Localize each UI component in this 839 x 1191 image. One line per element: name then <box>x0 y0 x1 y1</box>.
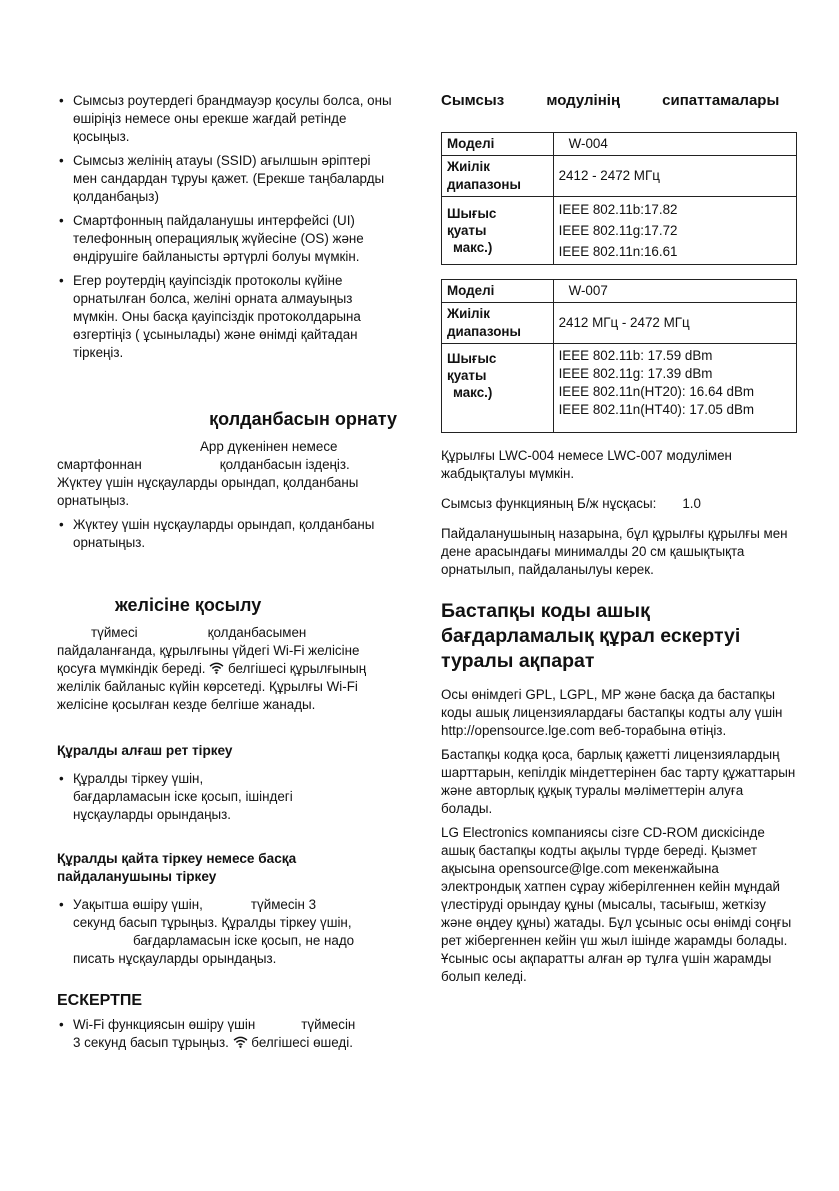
table-row <box>442 303 797 344</box>
model-label: Моделі <box>442 280 554 303</box>
power-label <box>442 344 554 433</box>
register-again-l1 <box>73 896 397 914</box>
register-first-l1: • Құралды тіркеу үшін, <box>73 771 204 786</box>
register-first-heading: Құралды алғаш рет тіркеу <box>57 743 233 758</box>
firmware-version <box>441 495 797 513</box>
oss-heading-l1: Бастапқы коды ашық <box>441 600 650 622</box>
table-row <box>442 197 797 265</box>
register-first-list <box>57 770 397 824</box>
note-heading: ЕСКЕРТПЕ <box>57 992 143 1009</box>
left-column <box>57 92 397 1058</box>
install-line-2 <box>57 456 397 474</box>
register-first-l2: бағдарламасын іске қосып, ішіндегі <box>73 789 293 804</box>
note-list <box>57 1016 397 1052</box>
model-value-text: W-007 <box>568 283 608 298</box>
freq-value: 2412 - 2472 МГц <box>553 156 796 197</box>
freq-value: 2412 МГц - 2472 МГц <box>553 303 796 344</box>
oss-paragraph-2: Бастапқы кодқа қоса, барлық қажетті лицензиялардың шарттарын, кепілдік міндеттерінен бас тарту құжаттарын және авторлық құқық туралы мәліметтерін алуға болады. <box>441 747 796 816</box>
register-again-heading-l1: Құралды қайта тіркеу немесе басқа <box>57 851 297 866</box>
firmware-value: 1.0 <box>682 496 701 511</box>
model-value <box>553 133 796 156</box>
list-item: • Жүктеу үшін нұсқауларды орындап, қолданбаны орнатыңыз. <box>57 516 397 552</box>
register-again-l3: бағдарламасын іске қосып, не надо <box>133 933 355 948</box>
power-label-l3: макс.) <box>453 240 493 255</box>
connect-line-1 <box>57 624 397 642</box>
register-again-heading <box>57 850 397 886</box>
power-value: IEEE 802.11n(HT20): 16.64 dBm <box>558 384 755 399</box>
register-again-l1b: түймесін 3 <box>250 897 317 912</box>
freq-label-l2: диапазоны <box>447 324 521 339</box>
freq-label-l1: Жиілік <box>447 159 490 174</box>
wifi-icon <box>209 662 224 674</box>
register-again-l4: писать нұсқауларды орындаңыз. <box>73 951 277 966</box>
table-row <box>442 133 797 156</box>
note-l1a: Wi-Fi функциясын өшіру үшін <box>73 1017 256 1032</box>
power-label-l2: қуаты <box>447 368 487 383</box>
power-label <box>442 197 554 265</box>
register-again-l1a: Уақытша өшіру үшін, <box>73 897 203 912</box>
note-l2 <box>73 1034 397 1052</box>
note-l1b: түймесін <box>301 1017 356 1032</box>
power-label-l2: қуаты <box>447 223 487 238</box>
note-l2b: белгішесі өшеді. <box>251 1035 353 1050</box>
power-value: IEEE 802.11n:16.61 <box>558 244 678 259</box>
oss-heading-l2: бағдарламалық құрал ескертуі <box>441 625 741 647</box>
firmware-label: Сымсыз функцияның Б/ж нұсқасы: <box>441 496 657 511</box>
spec-table-w004 <box>441 132 797 265</box>
table-row <box>442 280 797 303</box>
model-value-text: W-004 <box>568 136 608 151</box>
power-value: IEEE 802.11g: 17.39 dBm <box>558 366 713 381</box>
install-app-heading: қолданбасын орнату <box>209 409 397 429</box>
list-item <box>57 896 397 968</box>
list-item <box>57 770 397 824</box>
power-values <box>553 344 796 433</box>
oss-paragraph-3: LG Electronics компаниясы сізге CD-ROM дискісінде ашық бастапқы кодты ақылы түрде береді. Қызмет ақысына opensource@lge.com мекенжайына электрондық хатпен сұрау жіберілгеннен кейін мұндай үлестіруді орындау құны (мысалы, тасығыш, жеткізу және өңдеу құны) жатады. Бұл ұсыныс осы өнімді соңғы рет жібергеннен кейін үш жыл ішінде жарамды болады. Ұсыныс осы ақпаратты алған әр тұлға үшін жарамды болып келеді. <box>441 825 792 984</box>
install-line-1: App дүкенінен немесе <box>200 439 338 454</box>
install-line-2b: қолданбасын іздеңіз. <box>219 457 350 472</box>
list-item <box>57 1016 397 1052</box>
connect-button-word: түймесі <box>91 625 138 640</box>
list-item: • Сымсыз роутердегі брандмауэр қосулы болса, оны өшіріңіз немесе оны ерекше жағдай ретінде қосыңыз. <box>57 92 397 146</box>
note-l1 <box>73 1016 397 1034</box>
install-line-3: Жүктеу үшін нұсқауларды орындап, қолданбаны орнатыңыз. <box>57 475 359 508</box>
connect-text-b: белгішесі құрылғының желілік байланыс күйін көрсетеді. Құрылғы Wi-Fi желісіне қосылған кезде белгіше жанады. <box>57 661 367 712</box>
register-first-l3: нұсқауларды орындаңыз. <box>73 807 231 822</box>
connect-text-a: пайдаланғанда, құрылғыны үйдегі Wi-Fi желісіне қосуға мүмкіндік береді. <box>57 643 360 676</box>
list-item: • Смартфонның пайдаланушы интерфейсі (UI) телефонның операциялық жүйесіне (OS) және өндірушіге байланысты әртүрлі болуы мүмкін. <box>57 212 397 266</box>
table-row <box>442 156 797 197</box>
power-value: IEEE 802.11b: 17.59 dBm <box>558 348 713 363</box>
model-value <box>553 280 796 303</box>
freq-label-l2: диапазоны <box>447 177 521 192</box>
specs-title: Сымсыз модулінің сипаттамалары <box>441 92 780 109</box>
freq-label-l1: Жиілік <box>447 306 490 321</box>
oss-heading-l3: туралы ақпарат <box>441 650 595 672</box>
power-label-l3: макс.) <box>453 385 493 400</box>
freq-label <box>442 156 554 197</box>
power-label-l1: Шығыс <box>447 351 497 366</box>
model-label: Моделі <box>442 133 554 156</box>
freq-label <box>442 303 554 344</box>
equipment-note: Құрылғы LWC-004 немесе LWC-007 модулімен жабдықталуы мүмкін. <box>441 448 732 481</box>
list-item: • Егер роутердің қауіпсіздік протоколы күйіне орнатылған болса, желіні орната алмауыңыз мүмкін. Оны басқа қауіпсіздік протоколдарына өзгертіңіз ( ұсынылады) және өнімді қайтадан тіркеңіз. <box>57 272 397 362</box>
spec-table-w007 <box>441 279 797 433</box>
power-label-l1: Шығыс <box>447 206 497 221</box>
power-value: IEEE 802.11n(HT40): 17.05 dBm <box>558 402 755 417</box>
attention-note: Пайдаланушының назарына, бұл құрылғы құрылғы мен дене арасындағы минималды 20 см қашықтықта орнатылып, пайдаланылуы керек. <box>441 526 788 577</box>
wifi-icon <box>233 1036 248 1048</box>
register-again-list <box>57 896 397 968</box>
install-list <box>57 516 397 552</box>
connect-app-word: қолданбасымен <box>207 625 307 640</box>
power-value: IEEE 802.11b:17.82 <box>558 202 678 217</box>
power-value: IEEE 802.11g:17.72 <box>558 223 678 238</box>
connect-paragraph <box>57 642 397 714</box>
router-tips-list <box>57 92 397 362</box>
oss-paragraph-1: Осы өнімдегі GPL, LGPL, MP және басқа да бастапқы коды ашық лицензиялардағы бастапқы кодты алу үшін http://opensource.lge.com веб-торабына өтіңіз. <box>441 687 783 738</box>
table-row <box>442 344 797 433</box>
register-again-heading-l2: пайдаланушыны тіркеу <box>57 869 217 884</box>
list-item: • Сымсыз желінің атауы (SSID) ағылшын әріптері мен сандардан тұруы қажет. (Ерекше таңбаларды қолданбаңыз) <box>57 152 397 206</box>
power-values <box>553 197 796 265</box>
right-column <box>441 92 797 986</box>
connect-heading: желісіне қосылу <box>115 595 262 615</box>
register-again-l2: секунд басып тұрыңыз. Құралды тіркеу үшін, <box>73 915 352 930</box>
install-line-2a: смартфоннан <box>57 457 142 472</box>
oss-heading <box>441 599 797 674</box>
note-l2a: 3 секунд басып тұрыңыз. <box>73 1035 229 1050</box>
